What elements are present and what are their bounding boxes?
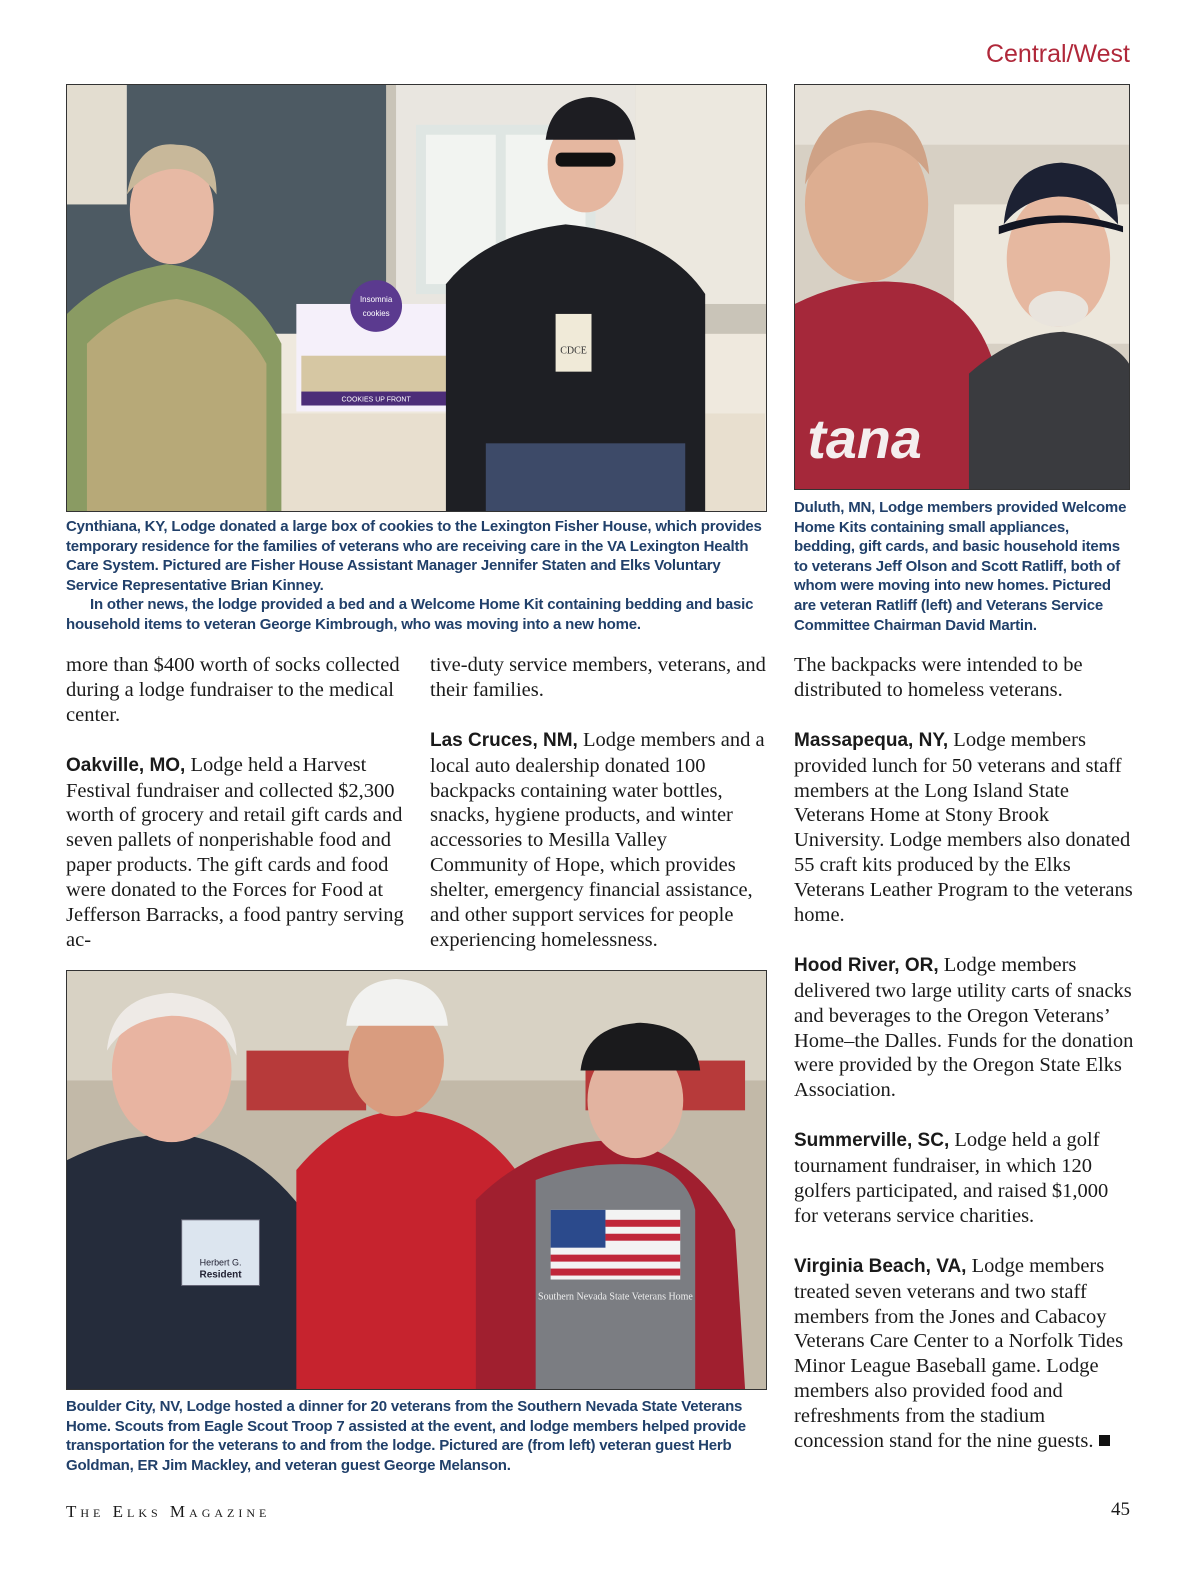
col3-paragraph-5: Lodge members treated seven veterans and two staff members from the Jones and Cabacoy Veterans Care Center to a Norfolk Tides Minor League Baseball game. Lodge members also provided food and refreshments from the stadium concession stand for the nine guests. [794, 1254, 1124, 1453]
col3-paragraph-1: The backpacks were intended to be distributed to homeless veterans. [794, 654, 1083, 701]
photo-boulder-city [66, 970, 767, 1390]
column-2 [430, 653, 770, 953]
col3-place-hood-river: Hood River, OR, [794, 954, 939, 976]
col1-place-oakville: Oakville, MO, [66, 754, 186, 776]
caption-cynthiana [66, 517, 767, 635]
section-label: Central/West [985, 40, 1130, 68]
caption-boulder-city [66, 1397, 767, 1475]
col3-paragraph-2: Lodge members provided lunch for 50 veterans and staff members at the Long Island State Veterans Home at Stony Brook University. Lodge members also donated 55 craft kits produced by the Elks Veterans Leather Program to the veterans home. [794, 728, 1133, 927]
caption-cynthiana-text: Lodge donated a large box of cookies to the Lexington Fisher House, which provides temporary residence for the families of veterans who are receiving care in the VA Lexington Health Care System. Pictured are Fisher House Assistant Manager Jennifer Staten and Elks Voluntary Service Representative Brian Kinney. [66, 518, 762, 594]
col3-paragraph-3: Lodge members delivered two large utility carts of snacks and beverages to the Oregon Veterans’ Home–the Dalles. Funds for the donation were provided by the Oregon State Elks Association. [794, 953, 1134, 1102]
col3-paragraph-4: Lodge held a golf tournament fundraiser, in which 120 golfers participated, and raised $1,000 for veterans service charities. [794, 1129, 1109, 1227]
photo-duluth [794, 84, 1130, 490]
col2-paragraph-1: tive-duty service members, veterans, and their families. [430, 654, 766, 701]
end-mark-icon [1099, 1435, 1110, 1446]
column-1 [66, 653, 406, 953]
caption-boulder-city-text: Lodge hosted a dinner for 20 veterans from the Southern Nevada State Veterans Home. Scouts from Eagle Scout Troop 7 assisted at the event, and lodge members helped provide transportation for the veterans to and from the lodge. Pictured are (from left) veteran guest Herb Goldman, ER Jim Mackley, and veteran guest George Melanson. [66, 1398, 746, 1474]
svg-text:Resident: Resident [199, 1269, 242, 1281]
footer-page-number: 45 [1111, 1499, 1130, 1520]
footer-magazine-title: The Elks Magazine [66, 1502, 271, 1521]
svg-text:Herbert G.: Herbert G. [199, 1257, 242, 1268]
svg-text:CDCE: CDCE [560, 345, 587, 357]
caption-duluth-place: Duluth, MN, [794, 499, 876, 516]
column-3 [794, 653, 1134, 1454]
caption-cynthiana-place: Cynthiana, KY, [66, 518, 168, 535]
col3-place-virginia-beach: Virginia Beach, VA, [794, 1255, 967, 1277]
col3-place-massapequa: Massapequa, NY, [794, 729, 949, 751]
svg-text:COOKIES UP FRONT: COOKIES UP FRONT [341, 396, 411, 404]
col1-paragraph-2: Lodge held a Harvest Festival fundraiser and collected $2,300 worth of grocery and retail gift cards and seven pallets of nonperishable food and paper products. The gift cards and food were donated to the Forces for Food at Jefferson Barracks, a food pantry serving ac- [66, 753, 404, 951]
col2-paragraph-2: Lodge members and a local auto dealership donated 100 backpacks containing water bottles, snacks, hygiene products, and winter accessories to Mesilla Valley Community of Hope, which provides shelter, emergency financial assistance, and other support services for people experiencing homelessness. [430, 728, 765, 951]
caption-duluth [794, 498, 1130, 635]
col3-place-summerville: Summerville, SC, [794, 1130, 950, 1152]
col1-paragraph-1: more than $400 worth of socks collected during a lodge fundraiser to the medical center. [66, 654, 400, 726]
caption-cynthiana-text2: In other news, the lodge provided a bed and a Welcome Home Kit containing bedding and basic household items to veteran George Kimbrough, who was moving into a new home. [66, 596, 754, 633]
svg-text:tana: tana [807, 408, 922, 471]
photo-cynthiana [66, 84, 767, 512]
svg-text:cookies: cookies [362, 308, 390, 318]
svg-text:Southern Nevada State Veterans: Southern Nevada State Veterans Home [538, 1291, 693, 1303]
col2-place-las-cruces: Las Cruces, NM, [430, 729, 578, 751]
caption-duluth-text: Lodge members provided Welcome Home Kits containing small appliances, bedding, gift cards, and basic household items to veterans Jeff Olson and Scott Ratliff, both of whom were moving into new homes. Pictured are veteran Ratliff (left) and Veterans Service Committee Chairman David Martin. [794, 499, 1127, 634]
svg-text:Insomnia: Insomnia [359, 294, 393, 304]
caption-boulder-city-place: Boulder City, NV, [66, 1398, 183, 1415]
